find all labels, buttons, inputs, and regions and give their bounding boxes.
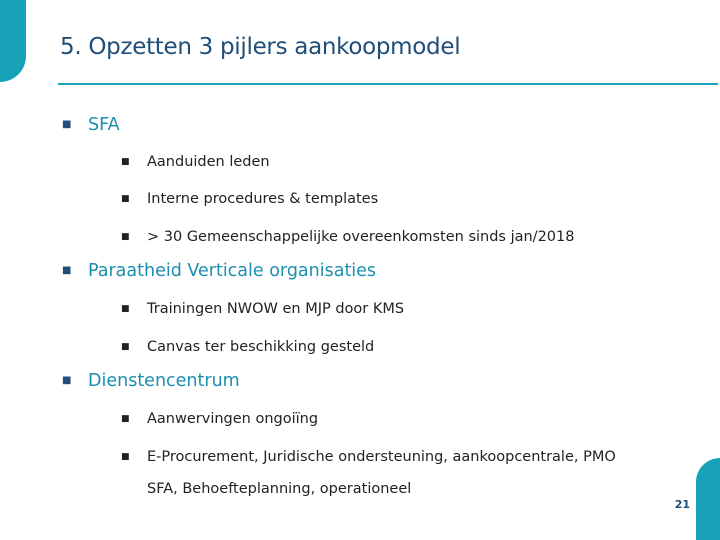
item-text: Canvas ter beschikking gesteld — [147, 339, 375, 355]
bullet-icon: ■ — [62, 375, 72, 386]
bullet-icon: ■ — [121, 414, 130, 424]
item-text: E-Procurement, Juridische ondersteuning, aankoopcentrale, PMO — [147, 449, 616, 465]
item-text: Interne procedures & templates — [147, 191, 379, 207]
pillar-label: Paraatheid Verticale organisaties — [88, 261, 377, 281]
pillar-label: SFA — [88, 115, 120, 135]
list-item — [121, 229, 574, 245]
item-text: > 30 Gemeenschappelijke overeenkomsten sinds jan/2018 — [147, 229, 575, 245]
list-item — [121, 339, 374, 355]
pillar-sfa — [62, 115, 120, 135]
list-item-continuation: SFA, Behoefteplanning, operationeel — [147, 481, 412, 497]
bullet-icon: ■ — [121, 304, 130, 314]
pillar-label: Dienstencentrum — [88, 371, 240, 391]
bullet-icon: ■ — [121, 232, 130, 242]
list-item — [121, 301, 404, 317]
corner-accent-bottom — [696, 458, 720, 540]
item-text: Trainingen NWOW en MJP door KMS — [147, 301, 405, 317]
bullet-icon: ■ — [62, 265, 72, 276]
bullet-icon: ■ — [62, 119, 72, 130]
bullet-icon: ■ — [121, 157, 130, 167]
corner-accent-top — [0, 0, 26, 82]
list-item — [121, 154, 270, 170]
slide-title: 5. Opzetten 3 pijlers aankoopmodel — [60, 34, 461, 60]
pillar-dienstencentrum — [62, 371, 240, 391]
bullet-icon: ■ — [121, 342, 130, 352]
item-text: Aanwervingen ongoiïng — [147, 411, 319, 427]
list-item — [121, 191, 378, 207]
item-text: Aanduiden leden — [147, 154, 270, 170]
list-item — [121, 449, 616, 465]
title-divider — [58, 83, 718, 85]
bullet-icon: ■ — [121, 194, 130, 204]
list-item — [121, 411, 318, 427]
bullet-icon: ■ — [121, 452, 130, 462]
page-number: 21 — [674, 498, 690, 511]
pillar-paraatheid — [62, 261, 376, 281]
